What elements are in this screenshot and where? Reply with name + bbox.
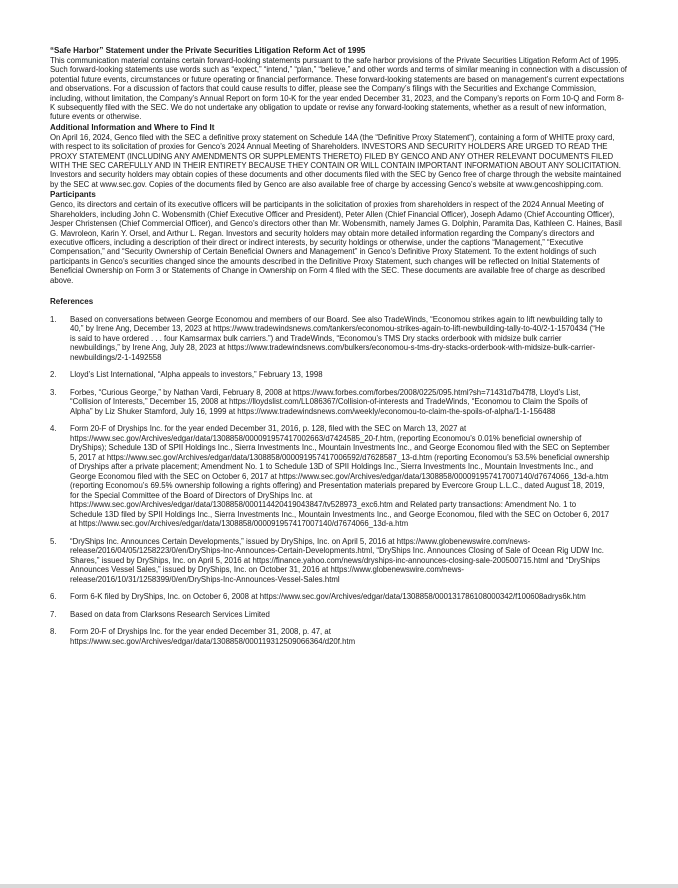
safe-harbor-section (50, 46, 628, 122)
additional-info-text: On April 16, 2024, Genco filed with the SEC a definitive proxy statement on Schedule 14A (the “Definitive Proxy Statement”), containing a form of WHITE proxy card, with respect to its solicitation of proxies for Genco’s 2024 Annual Meeting of Shareholders. INVESTORS AND SECURITY HOLDERS ARE URGED TO READ THE PROXY STATEMENT (INCLUDING ANY AMENDMENTS OR SUPPLEMENTS THERETO) FILED BY GENCO AND ANY OTHER RELEVANT DOCUMENTS FILED WITH THE SEC CAREFULLY AND IN THEIR ENTIRETY BECAUSE THEY CONTAIN OR WILL CONTAIN IMPORTANT INFORMATION ABOUT ANY SOLICITATION. Investors and security holders may obtain copies of these documents and other documents filed with the SEC by Genco free of charge through the website maintained by the SEC at www.sec.gov. Copies of the documents filed by Genco are also available free of charge by accessing Genco’s website at www.gencoshipping.com. (50, 132, 622, 189)
reference-text: Form 6-K filed by DryShips, Inc. on October 6, 2008 at https://www.sec.gov/Archives/edgar/data/1308858/000131786108000342/f100608adrys6k.htm (70, 592, 586, 602)
reference-text: Form 20-F of Dryships Inc. for the year ended December 31, 2008, p. 47, at https://www.sec.gov/Archives/edgar/data/1308858/000119312509066364/d20f.htm (70, 627, 356, 646)
reference-number: 2. (50, 370, 57, 380)
participants-text: Genco, its directors and certain of its executive officers will be participants in the solicitation of proxies from shareholders in respect of the 2024 Annual Meeting of Shareholders, including John C. Wobensmith (Chief Executive Officer and President), Peter Allen (Chief Financial Officer), Joseph Adamo (Chief Accounting Officer), Jesper Christensen (Chief Commercial Officer), and Genco’s directors other than Mr. Wobensmith, namely James G. Dolphin, Paramita Das, Kathleen C. Haines, Basil G. Mavroleon, Karin Y. Orsel, and Arthur L. Regan. Investors and security holders may obtain more detailed information regarding the Company’s directors and executive officers, including a description of their direct or indirect interests, by security holdings or otherwise, under the captions “Management,” “Executive Compensation,” and “Security Ownership of Certain Beneficial Owners and Management” in Genco’s Definitive Proxy Statement. To the extent holdings of such participants in Genco’s securities changed since the amounts described in the Definitive Proxy Statement, such changes will be reflected on Initial Statements of Beneficial Ownership on Form 3 or Statements of Change in Ownership on Form 4 filed with the SEC. These documents are available free of charge as described above. (50, 200, 622, 285)
additional-info-heading: Additional Information and Where to Find It (50, 122, 215, 132)
reference-text: Based on data from Clarksons Research Services Limited (70, 609, 270, 619)
reference-item (50, 370, 628, 380)
reference-number: 8. (50, 627, 57, 637)
additional-info-section (50, 123, 628, 189)
reference-number: 5. (50, 536, 57, 546)
reference-number: 4. (50, 424, 57, 434)
reference-number: 6. (50, 592, 57, 602)
reference-text: Forbes, “Curious George,” by Nathan Vardi, February 8, 2008 at https://www.forbes.com/forbes/2008/0225/095.html?sh=71431d7b47f8, Lloyd’s List, “Collision of Interests,” December 15, 2008 at https://lloydslist.com/LL086367/Collision-of-interests and TradeWinds, “Economou to Claim the Spoils of Alpha” by Liz Shuker Stamford, July 16, 1999 at https://www.tradewindsnews.com/weekly/economou-to-claim-the-spoils-of-alpha/1-1-156488 (70, 387, 588, 416)
reference-item (50, 424, 628, 529)
participants-heading: Participants (50, 190, 96, 200)
page-bottom-rule (0, 884, 678, 888)
safe-harbor-heading: “Safe Harbor” Statement under the Private Securities Litigation Reform Act of 1995 (50, 46, 366, 55)
reference-number: 3. (50, 387, 57, 397)
reference-item (50, 537, 628, 585)
reference-item (50, 627, 628, 646)
participants-section (50, 190, 628, 285)
reference-text: Based on conversations between George Economou and members of our Board. See also TradeWinds, “Economou strikes again to lift newbuilding tally to 40,” by Irene Ang, December 13, 2023 at https://www.tradewindsnews.com/tankers/economou-strikes-again-to-lift-newbuilding-tally-to-40/2-1-1570434 (“He is said to have ordered . . . four Kamsarmax bulk carriers.”) and TradeWinds, “Economou’s TMS Dry stacks orderbook with midsize bulk carrier newbuildings,” by Irene Ang, July 28, 2023 at https://www.tradewindsnews.com/bulkers/economou-s-tms-dry-stacks-orderbook-with-midsize-bulk-carrier-newbuildings/2-1-1492558 (70, 314, 605, 362)
references-section (50, 297, 628, 647)
reference-item (50, 592, 628, 602)
references-heading: References (50, 296, 94, 306)
reference-number: 7. (50, 609, 57, 619)
reference-number: 1. (50, 314, 57, 324)
reference-item (50, 315, 628, 363)
reference-text: Form 20-F of Dryships Inc. for the year ended December 31, 2016, p. 128, filed with the SEC on March 13, 2027 at https://www.sec.gov/Archives/edgar/data/1308858/000091957417002663/d7424585_20-f.htm, (reporting Economou’s 0.01% beneficial ownership of DryShips); Schedule 13D of SPII Holdings Inc., Sierra Investments Inc., Mountain Investments Inc., and George Economou filed with the SEC on September 5, 2017 at https://www.sec.gov/Archives/edgar/data/1308858/000091957417006592/d7628587_13-d.htm (reporting Economou’s 53.5% beneficial ownership of Dryships after a private placement; Amendment No. 1 to Schedule 13D of SPII Holdings Inc., Sierra Investments Inc., Mountain Investments Inc., and George Economou filed with the SEC on October 6, 2017 at https://www.sec.gov/Archives/edgar/data/1308858/000091957417007140/d7674066_13d-a.htm (reporting Economou’s 69.5% ownership following a rights offering) and Presentation materials prepared by Evercore Group L.L.C., dated August 18, 2019, for the Special Committee of the Board of Directors of DryShips Inc. at https://www.sec.gov/Archives/edgar/data/1308858/000114420419043847/tv528973_exc6.htm and Related party transactions: Amendment No. 1 to Schedule 13D filed by SPII Holdings Inc., Sierra Investments Inc., Mountain Investments Inc., and George Economou, filed with the SEC on October 6, 2017 at https://www.sec.gov/Archives/edgar/data/1308858/000091957417007140/d7674066_13d-a.htm (70, 424, 610, 529)
references-list (50, 315, 628, 647)
reference-text: Lloyd’s List International, “Alpha appeals to investors,” February 13, 1998 (70, 370, 323, 380)
reference-text: “DryShips Inc. Announces Certain Developments,” issued by DryShips, Inc. on April 5, 2016 at https://www.globenewswire.com/news-release/2016/04/05/1258223/0/en/DryShips-Inc-Announces-Certain-Developments.html, “DryShips Inc. Announces Closing of Sale of Ocean Rig UDW Inc. Shares,” issued by DryShips, Inc. on April 5, 2016 at https://finance.yahoo.com/news/dryships-inc-announces-closing-sale-200500715.html and “DryShips Announces Vessel Sales,” issued by DryShips, Inc. on October 31, 2016 at https://www.globenewswire.com/news-release/2016/10/31/1258399/0/en/DryShips-Inc-Announces-Vessel-Sales.html (70, 536, 604, 584)
safe-harbor-text: This communication material contains certain forward-looking statements pursuant to the safe harbor provisions of the Private Securities Litigation Reform Act of 1995. Such forward-looking statements use words such as “expect,” “intend,” “plan,” “believe,” and other words and terms of similar meaning in connection with a discussion of potential future events, circumstances or future operating or financial performance. These forward-looking statements are based on management’s current expectations and observations. For a discussion of factors that could cause results to differ, please see the Company’s filings with the Securities and Exchange Commission, including, without limitation, the Company’s Annual Report on form 10-K for the year ended December 31, 2023, and the Company’s reports on Form 10-Q and Form 8-K subsequently filed with the SEC. We do not undertake any obligation to update or revise any forward-looking statements, whether as a result of new information, future events or otherwise. (50, 56, 627, 122)
reference-item (50, 388, 628, 417)
reference-item (50, 610, 628, 620)
